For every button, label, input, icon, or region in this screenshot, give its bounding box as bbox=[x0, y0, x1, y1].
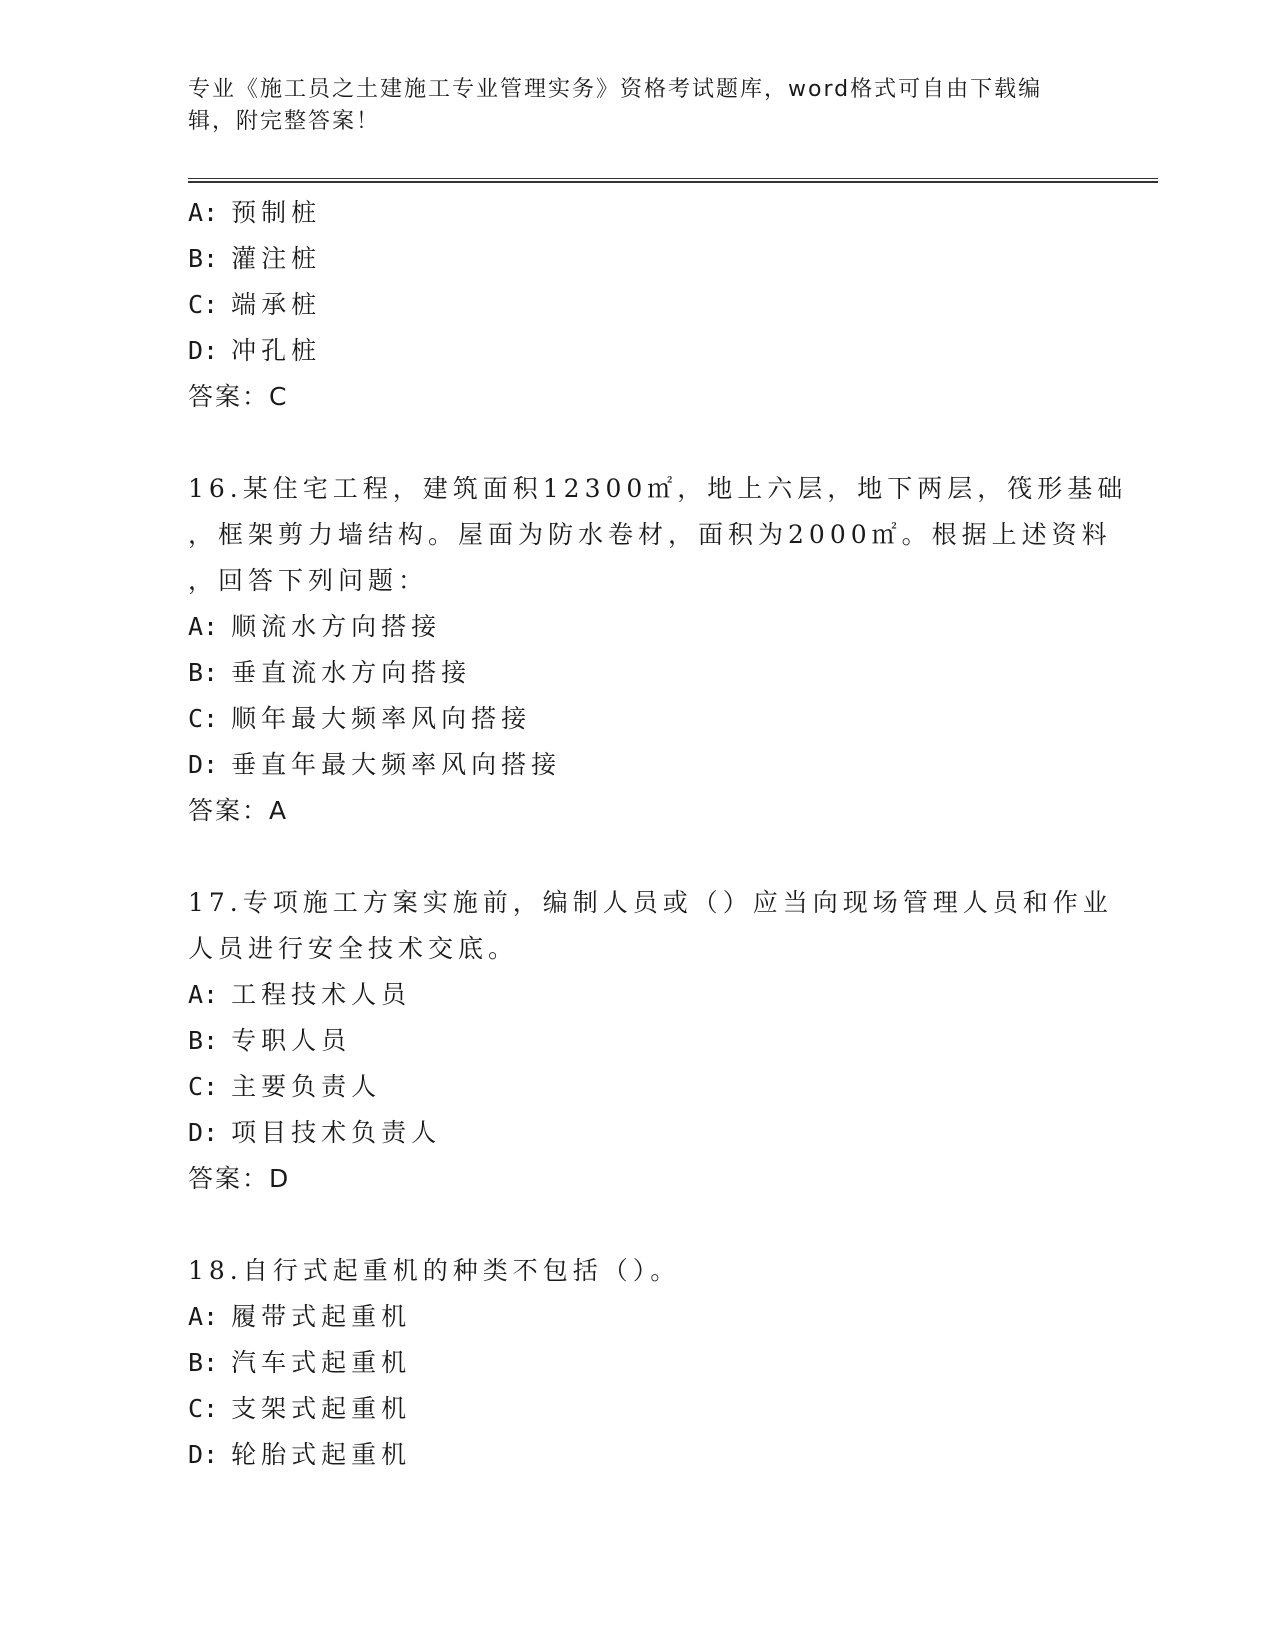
option-c: C: 支架式起重机 bbox=[188, 1394, 412, 1423]
option-a: A: 履带式起重机 bbox=[188, 1302, 412, 1331]
header-divider bbox=[188, 178, 1158, 183]
option-c: C: 主要负责人 bbox=[188, 1072, 382, 1101]
question-content bbox=[188, 190, 1128, 1478]
option-d: D: 项目技术负责人 bbox=[188, 1118, 442, 1147]
answer-line: 答案：C bbox=[188, 382, 289, 411]
option-c: C: 顺年最大频率风向搭接 bbox=[188, 704, 532, 733]
question-stem-line: ，框架剪力墙结构。屋面为防水卷材，面积为2000㎡。根据上述资料 bbox=[188, 520, 1112, 549]
option-b: B: 垂直流水方向搭接 bbox=[188, 658, 472, 687]
option-a: A: 顺流水方向搭接 bbox=[188, 612, 442, 641]
question-stem-line: 17.专项施工方案实施前，编制人员或（）应当向现场管理人员和作业 bbox=[188, 888, 1113, 917]
question-18 bbox=[188, 1248, 1088, 1478]
question-stem-line: 18.自行式起重机的种类不包括（）。 bbox=[188, 1256, 681, 1285]
answer-line: 答案：D bbox=[188, 1164, 291, 1193]
option-d: D: 冲孔桩 bbox=[188, 336, 322, 365]
option-b: B: 专职人员 bbox=[188, 1026, 352, 1055]
option-b: B: 灌注桩 bbox=[188, 244, 322, 273]
question-16 bbox=[188, 466, 1128, 834]
question-stem-line: 16.某住宅工程，建筑面积12300㎡，地上六层，地下两层，筏形基础 bbox=[188, 474, 1128, 503]
option-a: A: 预制桩 bbox=[188, 198, 322, 227]
option-d: D: 轮胎式起重机 bbox=[188, 1440, 412, 1469]
question-17 bbox=[188, 880, 1113, 1202]
question-stem-line: ，回答下列问题： bbox=[188, 566, 429, 595]
option-a: A: 工程技术人员 bbox=[188, 980, 412, 1009]
option-b: B: 汽车式起重机 bbox=[188, 1348, 412, 1377]
option-c: C: 端承桩 bbox=[188, 290, 322, 319]
option-d: D: 垂直年最大频率风向搭接 bbox=[188, 750, 562, 779]
question-15-options bbox=[188, 190, 1088, 420]
question-stem-line: 人员进行安全技术交底。 bbox=[188, 934, 519, 963]
document-header-title: 专业《施工员之土建施工专业管理实务》资格考试题库，word格式可自由下载编辑，附完整答案！ bbox=[188, 77, 1043, 134]
answer-line: 答案：A bbox=[188, 796, 289, 825]
